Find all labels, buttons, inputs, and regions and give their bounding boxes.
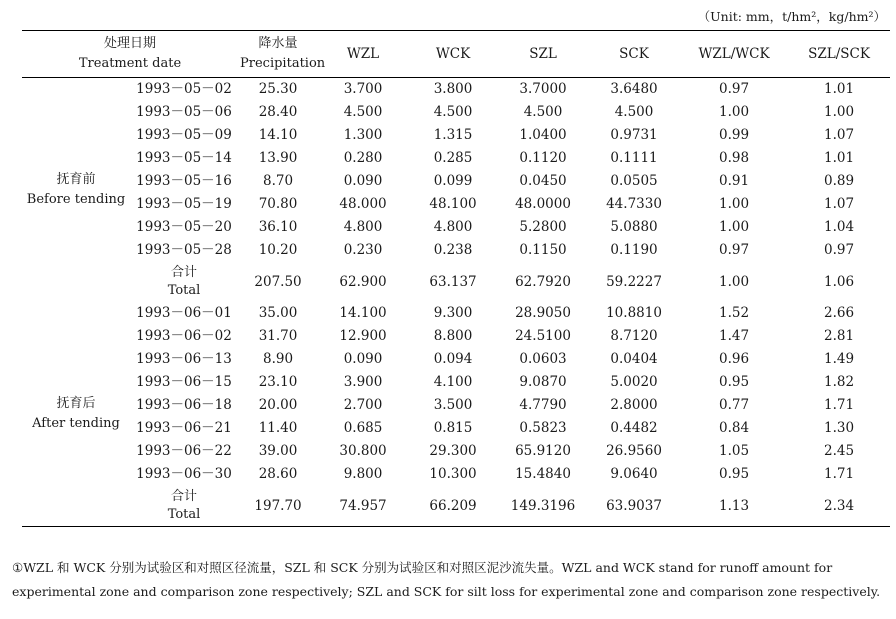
value-cell: 2.81	[823, 328, 855, 344]
value-cell: 9.800	[343, 466, 383, 482]
value-cell: 10.8810	[606, 305, 662, 321]
value-cell: 1.82	[823, 374, 855, 390]
table-row	[22, 193, 890, 216]
value-cell: 0.099	[433, 173, 473, 189]
table-row	[22, 325, 890, 348]
value-cell: 4.500	[614, 104, 654, 120]
total-value-cell: 1.06	[823, 274, 855, 290]
value-cell: 9.0640	[610, 466, 658, 482]
table-row	[22, 216, 890, 239]
total-label-en: Total	[167, 507, 201, 522]
value-cell: 1.300	[343, 127, 383, 143]
value-cell: 9.0870	[519, 374, 567, 390]
total-value-cell: 74.957	[339, 498, 387, 514]
value-cell: 0.1111	[610, 150, 658, 166]
value-cell: 48.000	[339, 196, 387, 212]
value-cell: 0.97	[823, 242, 855, 258]
value-cell: 1.05	[718, 443, 750, 459]
value-cell: 3.800	[433, 81, 473, 97]
value-cell: 1.07	[823, 196, 855, 212]
value-cell: 28.40	[258, 104, 298, 120]
value-cell: 5.2800	[519, 219, 567, 235]
date-cell: 1993－05－09	[136, 127, 232, 143]
value-cell: 1.52	[718, 305, 750, 321]
value-cell: 0.285	[433, 150, 473, 166]
value-cell: 1.71	[823, 397, 855, 413]
total-value-cell: 207.50	[254, 274, 302, 290]
value-cell: 2.700	[343, 397, 383, 413]
header-date-en: Treatment date	[78, 56, 182, 71]
value-cell: 0.1120	[519, 150, 567, 166]
value-cell: 0.4482	[610, 420, 658, 436]
footnote: ①WZL 和 WCK 分别为试验区和对照区径流量，SZL 和 SCK 分别为试验区和对照区泥沙流失量。WZL and WCK stand for runoff amount for experimental zone and comparison zone respectively; SZL and SCK for silt loss for experimental zone and comparison zone respectively.	[12, 560, 881, 599]
value-cell: 39.00	[258, 443, 298, 459]
total-value-cell: 63.137	[429, 274, 477, 290]
value-cell: 1.04	[823, 219, 855, 235]
header-date-cn: 处理日期	[104, 36, 157, 51]
value-cell: 3.700	[343, 81, 383, 97]
value-cell: 8.70	[262, 173, 294, 189]
value-cell: 0.95	[718, 466, 750, 482]
header-treatment-date	[22, 31, 238, 78]
date-cell: 1993－05－16	[136, 173, 232, 189]
value-cell: 0.1150	[519, 242, 567, 258]
total-label	[130, 486, 238, 527]
table-row	[22, 440, 890, 463]
header-wck: WCK	[435, 46, 471, 62]
value-cell: 44.7330	[606, 196, 662, 212]
header-wzl-wck: WZL/WCK	[698, 46, 770, 62]
value-cell: 4.500	[523, 104, 563, 120]
date-cell: 1993－06－21	[136, 420, 232, 436]
total-value-cell: 149.3196	[510, 498, 576, 514]
total-value-cell: 66.209	[429, 498, 477, 514]
value-cell: 23.10	[258, 374, 298, 390]
value-cell: 2.8000	[610, 397, 658, 413]
value-cell: 0.96	[718, 351, 750, 367]
table-row	[22, 170, 890, 193]
before-tending-label	[22, 78, 130, 303]
table-row	[22, 371, 890, 394]
value-cell: 1.49	[823, 351, 855, 367]
value-cell: 28.9050	[515, 305, 571, 321]
date-cell: 1993－05－06	[136, 104, 232, 120]
value-cell: 10.300	[429, 466, 477, 482]
table-row	[22, 78, 890, 102]
value-cell: 0.0505	[610, 173, 658, 189]
header-wzl: WZL	[346, 46, 380, 62]
total-value-cell: 59.2227	[606, 274, 662, 290]
total-label-cn: 合计	[171, 489, 198, 504]
date-cell: 1993－05－20	[136, 219, 232, 235]
value-cell: 0.5823	[519, 420, 567, 436]
value-cell: 1.01	[823, 150, 855, 166]
value-cell: 10.20	[258, 242, 298, 258]
value-cell: 0.685	[343, 420, 383, 436]
value-cell: 24.5100	[515, 328, 571, 344]
value-cell: 0.77	[718, 397, 750, 413]
date-cell: 1993－06－15	[136, 374, 232, 390]
value-cell: 1.30	[823, 420, 855, 436]
value-cell: 0.97	[718, 242, 750, 258]
header-precip-cn: 降水量	[258, 36, 298, 51]
value-cell: 0.090	[343, 351, 383, 367]
value-cell: 3.900	[343, 374, 383, 390]
table-row	[22, 463, 890, 486]
value-cell: 5.0880	[610, 219, 658, 235]
value-cell: 1.07	[823, 127, 855, 143]
value-cell: 3.7000	[519, 81, 567, 97]
value-cell: 0.99	[718, 127, 750, 143]
value-cell: 4.800	[433, 219, 473, 235]
value-cell: 2.66	[823, 305, 855, 321]
date-cell: 1993－06－01	[136, 305, 232, 321]
value-cell: 1.00	[823, 104, 855, 120]
value-cell: 20.00	[258, 397, 298, 413]
header-szl-sck: SZL/SCK	[808, 46, 870, 62]
group-label-cn: 抚育前	[56, 172, 96, 187]
value-cell: 2.45	[823, 443, 855, 459]
date-cell: 1993－06－22	[136, 443, 232, 459]
value-cell: 0.89	[823, 173, 855, 189]
total-value-cell: 2.34	[823, 498, 855, 514]
value-cell: 25.30	[258, 81, 298, 97]
total-row	[22, 262, 890, 302]
value-cell: 0.238	[433, 242, 473, 258]
header-row	[22, 31, 890, 78]
table-row	[22, 124, 890, 147]
date-cell: 1993－05－02	[136, 81, 232, 97]
value-cell: 0.9731	[610, 127, 658, 143]
value-cell: 31.70	[258, 328, 298, 344]
value-cell: 4.7790	[519, 397, 567, 413]
total-value-cell: 62.900	[339, 274, 387, 290]
value-cell: 8.90	[262, 351, 294, 367]
value-cell: 48.0000	[515, 196, 571, 212]
value-cell: 0.0450	[519, 173, 567, 189]
value-cell: 0.91	[718, 173, 750, 189]
date-cell: 1993－06－30	[136, 466, 232, 482]
value-cell: 9.300	[433, 305, 473, 321]
table-row	[22, 101, 890, 124]
value-cell: 0.094	[433, 351, 473, 367]
value-cell: 1.315	[433, 127, 473, 143]
date-cell: 1993－06－13	[136, 351, 232, 367]
value-cell: 1.00	[718, 196, 750, 212]
value-cell: 0.84	[718, 420, 750, 436]
date-cell: 1993－05－28	[136, 242, 232, 258]
group-label-en: After tending	[32, 416, 120, 431]
value-cell: 8.7120	[610, 328, 658, 344]
value-cell: 36.10	[258, 219, 298, 235]
value-cell: 48.100	[429, 196, 477, 212]
value-cell: 65.9120	[515, 443, 571, 459]
value-cell: 8.800	[433, 328, 473, 344]
value-cell: 4.800	[343, 219, 383, 235]
date-cell: 1993－05－19	[136, 196, 232, 212]
date-cell: 1993－06－18	[136, 397, 232, 413]
unit-note: （Unit: mm，t/hm²，kg/hm²）	[697, 9, 886, 24]
header-precip-en: Precipitation	[240, 56, 326, 71]
header-precipitation	[238, 31, 326, 78]
total-label	[130, 262, 238, 302]
value-cell: 1.47	[718, 328, 750, 344]
data-table	[22, 30, 890, 527]
value-cell: 1.01	[823, 81, 855, 97]
header-szl: SZL	[529, 46, 557, 62]
total-label-en: Total	[167, 283, 201, 298]
after-tending-group	[22, 302, 890, 527]
value-cell: 0.97	[718, 81, 750, 97]
value-cell: 4.100	[433, 374, 473, 390]
header-sck: SCK	[619, 46, 649, 62]
value-cell: 4.500	[343, 104, 383, 120]
date-cell: 1993－05－14	[136, 150, 232, 166]
value-cell: 0.815	[433, 420, 473, 436]
date-cell: 1993－06－02	[136, 328, 232, 344]
value-cell: 0.0603	[519, 351, 567, 367]
table-row	[22, 417, 890, 440]
value-cell: 35.00	[258, 305, 298, 321]
value-cell: 0.1190	[610, 242, 658, 258]
table-row	[22, 348, 890, 371]
value-cell: 4.500	[433, 104, 473, 120]
value-cell: 1.00	[718, 219, 750, 235]
total-value-cell: 197.70	[254, 498, 302, 514]
value-cell: 11.40	[258, 420, 298, 436]
value-cell: 28.60	[258, 466, 298, 482]
before-tending-group	[22, 78, 890, 303]
total-row	[22, 486, 890, 527]
value-cell: 12.900	[339, 328, 387, 344]
total-value-cell: 63.9037	[606, 498, 662, 514]
value-cell: 0.98	[718, 150, 750, 166]
group-label-en: Before tending	[26, 192, 126, 207]
total-value-cell: 1.13	[718, 498, 750, 514]
value-cell: 5.0020	[610, 374, 658, 390]
value-cell: 1.71	[823, 466, 855, 482]
table-row	[22, 147, 890, 170]
value-cell: 0.230	[343, 242, 383, 258]
table-row	[22, 239, 890, 262]
value-cell: 14.10	[258, 127, 298, 143]
table-row	[22, 302, 890, 325]
total-value-cell: 62.7920	[515, 274, 571, 290]
value-cell: 14.100	[339, 305, 387, 321]
value-cell: 0.280	[343, 150, 383, 166]
table-row	[22, 394, 890, 417]
value-cell: 3.500	[433, 397, 473, 413]
value-cell: 3.6480	[610, 81, 658, 97]
value-cell: 13.90	[258, 150, 298, 166]
group-label-cn: 抚育后	[56, 396, 96, 411]
value-cell: 0.0404	[610, 351, 658, 367]
value-cell: 0.090	[343, 173, 383, 189]
value-cell: 1.0400	[519, 127, 567, 143]
after-tending-label	[22, 302, 130, 527]
value-cell: 30.800	[339, 443, 387, 459]
value-cell: 70.80	[258, 196, 298, 212]
value-cell: 26.9560	[606, 443, 662, 459]
value-cell: 0.95	[718, 374, 750, 390]
value-cell: 1.00	[718, 104, 750, 120]
value-cell: 29.300	[429, 443, 477, 459]
value-cell: 15.4840	[515, 466, 571, 482]
total-label-cn: 合计	[171, 265, 198, 280]
total-value-cell: 1.00	[718, 274, 750, 290]
